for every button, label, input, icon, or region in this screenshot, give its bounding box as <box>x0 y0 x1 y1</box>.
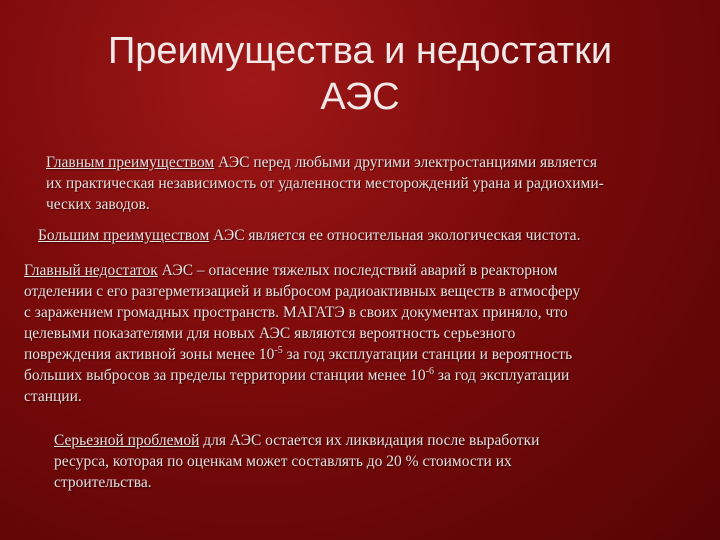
slide-title-line-2: АЭС <box>320 76 400 118</box>
text-span: АЭС является ее относительная экологическая чистота. <box>209 227 581 244</box>
text-line: отделении с его разгерметизацией и выбросом радиоактивных веществ в атмосферу <box>24 283 581 300</box>
underlined-term: Главным преимуществом <box>46 154 215 171</box>
paragraph-serious-problem <box>54 430 694 493</box>
paragraph-big-advantage <box>38 225 708 246</box>
underlined-term: Большим преимуществом <box>38 227 210 244</box>
text-line <box>24 365 704 386</box>
text-line: с заражением громадных пространств. МАГАТЭ в своих документах приняло, что <box>24 304 568 321</box>
text-span: для АЭС остается их ликвидация после выработки <box>199 432 540 449</box>
text-line: станции. <box>24 388 82 405</box>
text-line <box>24 344 704 365</box>
text-span: АЭС перед любыми другими электростанциями является <box>214 154 597 171</box>
text-line <box>38 225 708 246</box>
text-line <box>54 430 694 451</box>
slide-title <box>60 28 660 120</box>
text-span: АЭС – опасение тяжелых последствий аварий в реакторном <box>157 262 558 279</box>
text-span: больших выбросов за пределы территории станции менее 10 <box>24 367 426 384</box>
underlined-term: Главный недостаток <box>24 262 158 279</box>
paragraph-main-disadvantage <box>24 260 704 407</box>
text-line: ческих заводов. <box>46 196 150 213</box>
text-line <box>24 260 704 281</box>
paragraph-main-advantage <box>46 152 696 215</box>
slide-title-line-1: Преимущества и недостатки <box>107 30 613 72</box>
text-line: строительства. <box>54 474 152 491</box>
underlined-term: Серьезной проблемой <box>54 432 200 449</box>
text-line: ресурса, которая по оценкам может составлять до 20 % стоимости их <box>54 453 512 470</box>
text-span: повреждения активной зоны менее 10 <box>24 346 275 363</box>
text-line <box>46 152 696 173</box>
exponent: -6 <box>425 365 435 377</box>
text-line: их практическая независимость от удаленности месторождений урана и радиохими- <box>46 175 604 192</box>
exponent: -5 <box>274 344 283 356</box>
text-line: целевыми показателями для новых АЭС являются вероятность серьезного <box>24 325 516 342</box>
text-span: за год эксплуатации <box>434 367 570 384</box>
text-span: за год эксплуатации станции и вероятность <box>282 346 573 363</box>
